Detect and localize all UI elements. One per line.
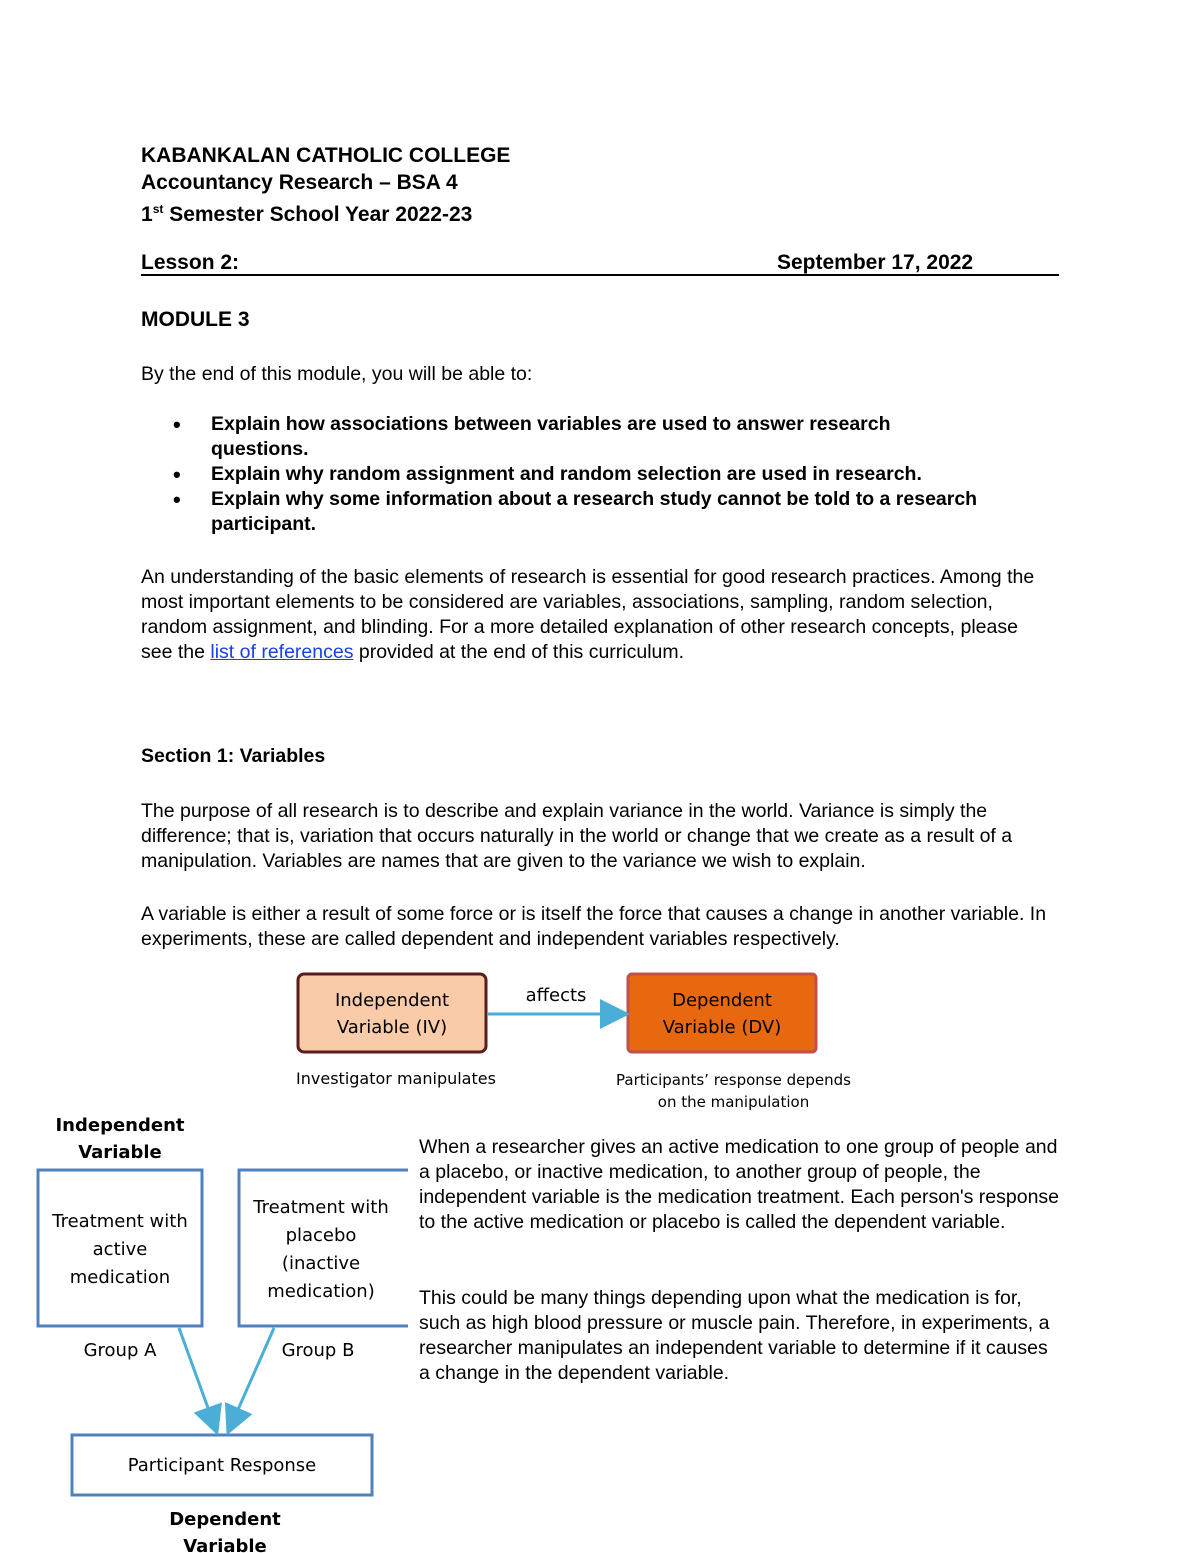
- side-paragraph-1: When a researcher gives an active medication to one group of people and a placebo, or inactive medication, to another group of people, the independent variable is the medication treatment. Each person's response to the active medication or placebo is called the dependent variable.: [419, 1136, 1060, 1233]
- dv-title-line1: Dependent: [169, 1509, 281, 1530]
- course-title: Accountancy Research – BSA 4: [141, 171, 458, 194]
- lesson-date: September 17, 2022: [777, 251, 974, 274]
- objective-item: • Explain why random assignment and random selection are used in research.: [173, 462, 1053, 487]
- paragraph-intro: [141, 565, 1046, 665]
- section-title: Section 1: Variables: [141, 745, 326, 767]
- iv-title: [30, 1112, 210, 1166]
- group-a-line: active: [92, 1239, 148, 1260]
- side-paragraph-2: This could be many things depending upon what the medication is for, such as high blood pressure or muscle pain. Therefore, in experiments, a researcher manipulates an independent variable to determine if it causes a change in the dependent variable.: [419, 1287, 1050, 1384]
- dv-label-line1: Dependent: [672, 990, 772, 1011]
- group-diagram: [30, 1108, 410, 1553]
- section-paragraph-1: The purpose of all research is to describe and explain variance in the world. Variance is simply the difference; that is, variation that occurs naturally in the world or change that we create as a result of a manipulation. Variables are names that are given to the variance we wish to explain.: [141, 800, 1013, 872]
- objective-item: • Explain why some information about a research study cannot be told to a research participant.: [173, 487, 1001, 537]
- section-paragraph-2: A variable is either a result of some force or is itself the force that causes a change in another variable. In experiments, these are called dependent and independent variables respectively.: [141, 903, 1047, 950]
- group-b-line: Treatment with: [253, 1197, 389, 1218]
- dv-caption-line2: on the manipulation: [657, 1093, 810, 1111]
- dv-label-line2: Variable (DV): [662, 1017, 782, 1038]
- lesson-label: Lesson 2:: [141, 251, 240, 274]
- list-of-references-link[interactable]: list of references: [210, 641, 354, 663]
- semester-ordinal-suffix: st: [152, 202, 164, 216]
- group-b-line: medication): [267, 1281, 375, 1302]
- group-b-label: Group B: [281, 1340, 355, 1361]
- group-b-line: placebo: [285, 1225, 357, 1246]
- dv-title-line2: Variable: [183, 1536, 267, 1553]
- group-b-line: (inactive: [281, 1253, 361, 1274]
- group-b-box-label: [239, 1194, 403, 1306]
- semester-line: [141, 196, 472, 228]
- group-a-label: Group A: [83, 1340, 157, 1361]
- intro-text: By the end of this module, you will be able to:: [141, 363, 533, 385]
- group-a-arrow: [179, 1328, 216, 1430]
- response-label: Participant Response: [127, 1455, 317, 1476]
- group-a-line: medication: [69, 1267, 171, 1288]
- iv-title-line1: Independent: [55, 1115, 185, 1136]
- semester-ordinal: 1: [141, 203, 153, 226]
- iv-label-line2: Variable (IV): [336, 1017, 448, 1038]
- objectives-list: [173, 412, 1053, 537]
- objective-item: • Explain how associations between variables are used to answer research questions.: [173, 412, 971, 462]
- paragraph-intro-end: provided at the end of this curriculum.: [353, 641, 685, 663]
- iv-dv-diagram: [296, 972, 856, 1112]
- header-rule: [141, 274, 1059, 276]
- group-a-box-label: [38, 1208, 202, 1292]
- iv-label-line1: Independent: [334, 990, 450, 1011]
- affects-label: affects: [525, 985, 587, 1006]
- dv-caption-line1: Participants’ response depends: [616, 1071, 851, 1089]
- iv-label: [298, 987, 486, 1041]
- iv-title-line2: Variable: [78, 1142, 162, 1163]
- dv-title: [130, 1506, 320, 1553]
- module-title: MODULE 3: [141, 308, 250, 331]
- group-b-arrow: [229, 1328, 274, 1430]
- group-diagram-graphic: [30, 1108, 410, 1553]
- iv-caption: Investigator manipulates: [296, 1069, 496, 1088]
- semester-rest: Semester School Year 2022-23: [163, 203, 473, 226]
- dv-caption: [611, 1069, 856, 1113]
- dv-label: [628, 987, 816, 1041]
- college-name: KABANKALAN CATHOLIC COLLEGE: [141, 144, 511, 167]
- group-a-line: Treatment with: [52, 1211, 188, 1232]
- paragraph-intro-text: An understanding of the basic elements of research is essential for good research practices. Among the most important elements to be considered are variables, associations, sampling, random selection, random assignment, and blinding. For a more detailed explanation of other research concepts, please see the: [141, 566, 1035, 663]
